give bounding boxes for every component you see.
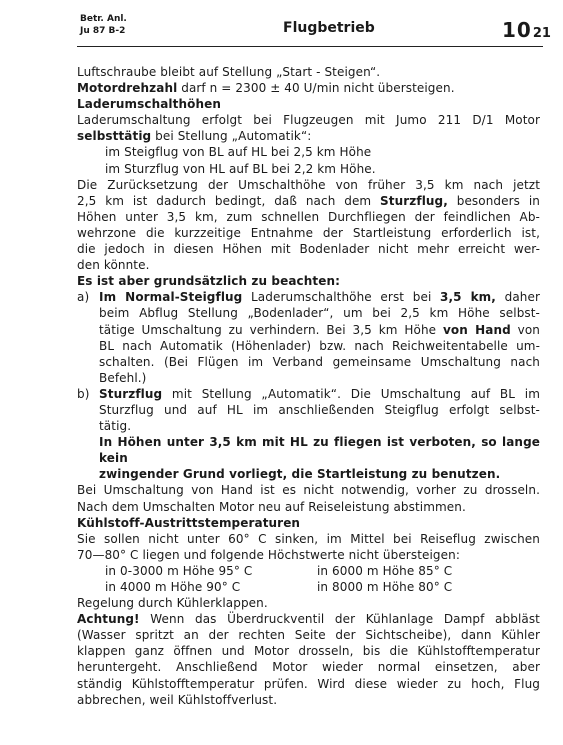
achtung-line-1 — [77, 611, 540, 627]
regelung-line: Regelung durch Kühlerklappen. — [77, 596, 268, 611]
section1-p2-line-d: wehrzone die kurzzeitige Entnahme der Startleistung erforderlich ist, — [77, 225, 540, 240]
section1-p3-line-a: Bei Umschaltung von Hand ist es nicht notwendig, vorher zu drosseln. — [77, 483, 540, 498]
document-reference — [80, 13, 127, 37]
achtung-line-6: abbrechen, weil Kühlstoffverlust. — [77, 692, 278, 707]
achtung-line-5: ständig Kühlstofftemperatur prüfen. Wird diese wieder zu hoch, Flug — [77, 676, 540, 691]
list-item-a — [77, 289, 540, 386]
temperature-table — [77, 563, 540, 595]
item-b-line-1 — [99, 386, 540, 402]
item-a-line-6: Befehl.) — [99, 370, 147, 385]
list-item-b — [77, 386, 540, 434]
page-title: Flugbetrieb — [283, 20, 375, 36]
intro-line-2 — [77, 80, 540, 96]
list-item-a-label: a) — [77, 290, 90, 305]
section1-p2-line-c: Höhen unter 3,5 km, zum schnellen Durchfliegen der feindlichen Ab- — [77, 209, 540, 224]
item-a-bold-1: Im Normal-Steigflug — [99, 290, 243, 305]
item-a-l3-post: von — [510, 322, 540, 337]
item-a-bold-2: 3,5 km, — [440, 290, 496, 305]
section1-p3-line-b: Nach dem Umschalten Motor neu auf Reiseleistung abstimmen. — [77, 499, 466, 514]
item-a-line-4: BL nach Automatik (Höhenlader) bzw. nach Reichweitentabelle um- — [99, 338, 540, 353]
item-b-bold: Sturzflug — [99, 386, 163, 401]
section1-p2-line-b — [77, 193, 540, 209]
temp-cell: in 6000 m Höhe 85° C — [317, 563, 453, 578]
page-number-major: 10 — [502, 18, 532, 42]
item-a-mid: Laderumschalthöhe erst bei — [242, 290, 441, 305]
reference-line-2: Ju 87 B-2 — [80, 26, 126, 36]
p2-b-post: besonders in — [447, 193, 540, 208]
achtung-line-2: (Wasser spritzt an der rechten Seite der Sichtscheibe), dann Kühler — [77, 628, 540, 643]
section1-p2-line-f: den könnte. — [77, 258, 150, 273]
section1-p1-line-b — [77, 128, 540, 144]
steigflug-line: im Steigflug von BL auf HL bei 2,5 km Höhe — [105, 145, 372, 160]
intro-line-1: Luftschraube bleibt auf Stellung „Start - Steigen“. — [77, 65, 381, 79]
item-a-end: daher — [495, 290, 540, 305]
item-a-line-1 — [99, 289, 540, 305]
section-heading-kuehlstoff: Kühlstoff-Austrittstemperaturen — [77, 515, 301, 530]
reference-line-1: Betr. Anl. — [80, 14, 127, 24]
temp-cell: in 0-3000 m Höhe 95° C — [105, 563, 253, 578]
intro-bold: Motordrehzahl — [77, 81, 178, 96]
note-heading: Es ist aber grundsätzlich zu beachten: — [77, 274, 341, 289]
section-heading-laderumschalthoehen: Laderumschalthöhen — [77, 97, 221, 112]
p2-b-bold: Sturzflug, — [380, 193, 448, 208]
section1-p1-line-a: Laderumschaltung erfolgt bei Flugzeugen mit Jumo 211 D/1 Motor — [77, 113, 540, 128]
temp-cell: in 4000 m Höhe 90° C — [105, 580, 241, 594]
section1-p2-line-a: Die Zurücksetzung der Umschalthöhe von früher 3,5 km nach jetzt — [77, 177, 540, 192]
sturzflug-line: im Sturzflug von HL auf BL bei 2,2 km Höhe. — [105, 161, 376, 176]
item-a-line-5: schalten. (Bei Flügen im Verband gemeinsame Umschaltung nach — [99, 354, 540, 369]
item-a-l3-pre: tätige Umschaltung zu verhindern. Bei 3,5 km Höhe — [99, 322, 443, 337]
item-a-line-2: beim Abflug Stellung „Bodenlader“, um bei 2,5 km Höhe selbst- — [99, 306, 540, 321]
page-number — [502, 18, 551, 42]
document-body — [77, 64, 540, 708]
section2-p1-line-b: 70—80° C liegen und folgende Höchstwerte nicht übersteigen: — [77, 547, 460, 562]
section2-p1-line-a: Sie sollen nicht unter 60° C sinken, im Mittel bei Reiseflug zwischen — [77, 531, 540, 546]
selbsttaetig-bold: selbsttätig — [77, 129, 152, 144]
header-rule — [77, 46, 543, 47]
list-item-b-label: b) — [77, 386, 90, 401]
intro-rest: darf n = 2300 ± 40 U/min nicht übersteigen. — [177, 81, 455, 96]
achtung-line-3: klappen ganz öffnen und Motor drosseln, bis die Kühlstofftemperatur — [77, 644, 540, 659]
page-number-minor: 21 — [532, 26, 551, 41]
temp-cell: in 8000 m Höhe 80° C — [317, 580, 453, 594]
hl-warning-line-2: zwingender Grund vorliegt, die Startleistung zu benutzen. — [99, 467, 501, 482]
item-a-line-3 — [99, 322, 540, 338]
achtung-line-4: heruntergeht. Anschließend Motor wieder normal einsetzen, aber — [77, 660, 540, 675]
item-a-l3-bold: von Hand — [443, 322, 511, 337]
item-b-rest: mit Stellung „Automatik“. Die Umschaltung auf BL im — [162, 386, 540, 401]
hl-warning-line-1: In Höhen unter 3,5 km mit HL zu fliegen ist verboten, so lange kein — [99, 435, 540, 466]
item-b-line-3: tätig. — [99, 419, 132, 434]
achtung-bold: Achtung! — [77, 612, 140, 627]
achtung-rest: Wenn das Überdruckventil der Kühlanlage Dampf abbläst — [139, 612, 540, 627]
p2-b-pre: 2,5 km ist dadurch bedingt, daß nach dem — [77, 193, 381, 208]
section1-p1-line-b-rest: bei Stellung „Automatik“: — [151, 129, 312, 144]
item-b-line-2: Sturzflug und auf HL im anschließenden Steigflug erfolgt selbst- — [99, 402, 540, 417]
section1-p2-line-e: die jedoch in diesen Höhen mit Bodenlader nicht mehr erreicht wer- — [77, 242, 540, 257]
